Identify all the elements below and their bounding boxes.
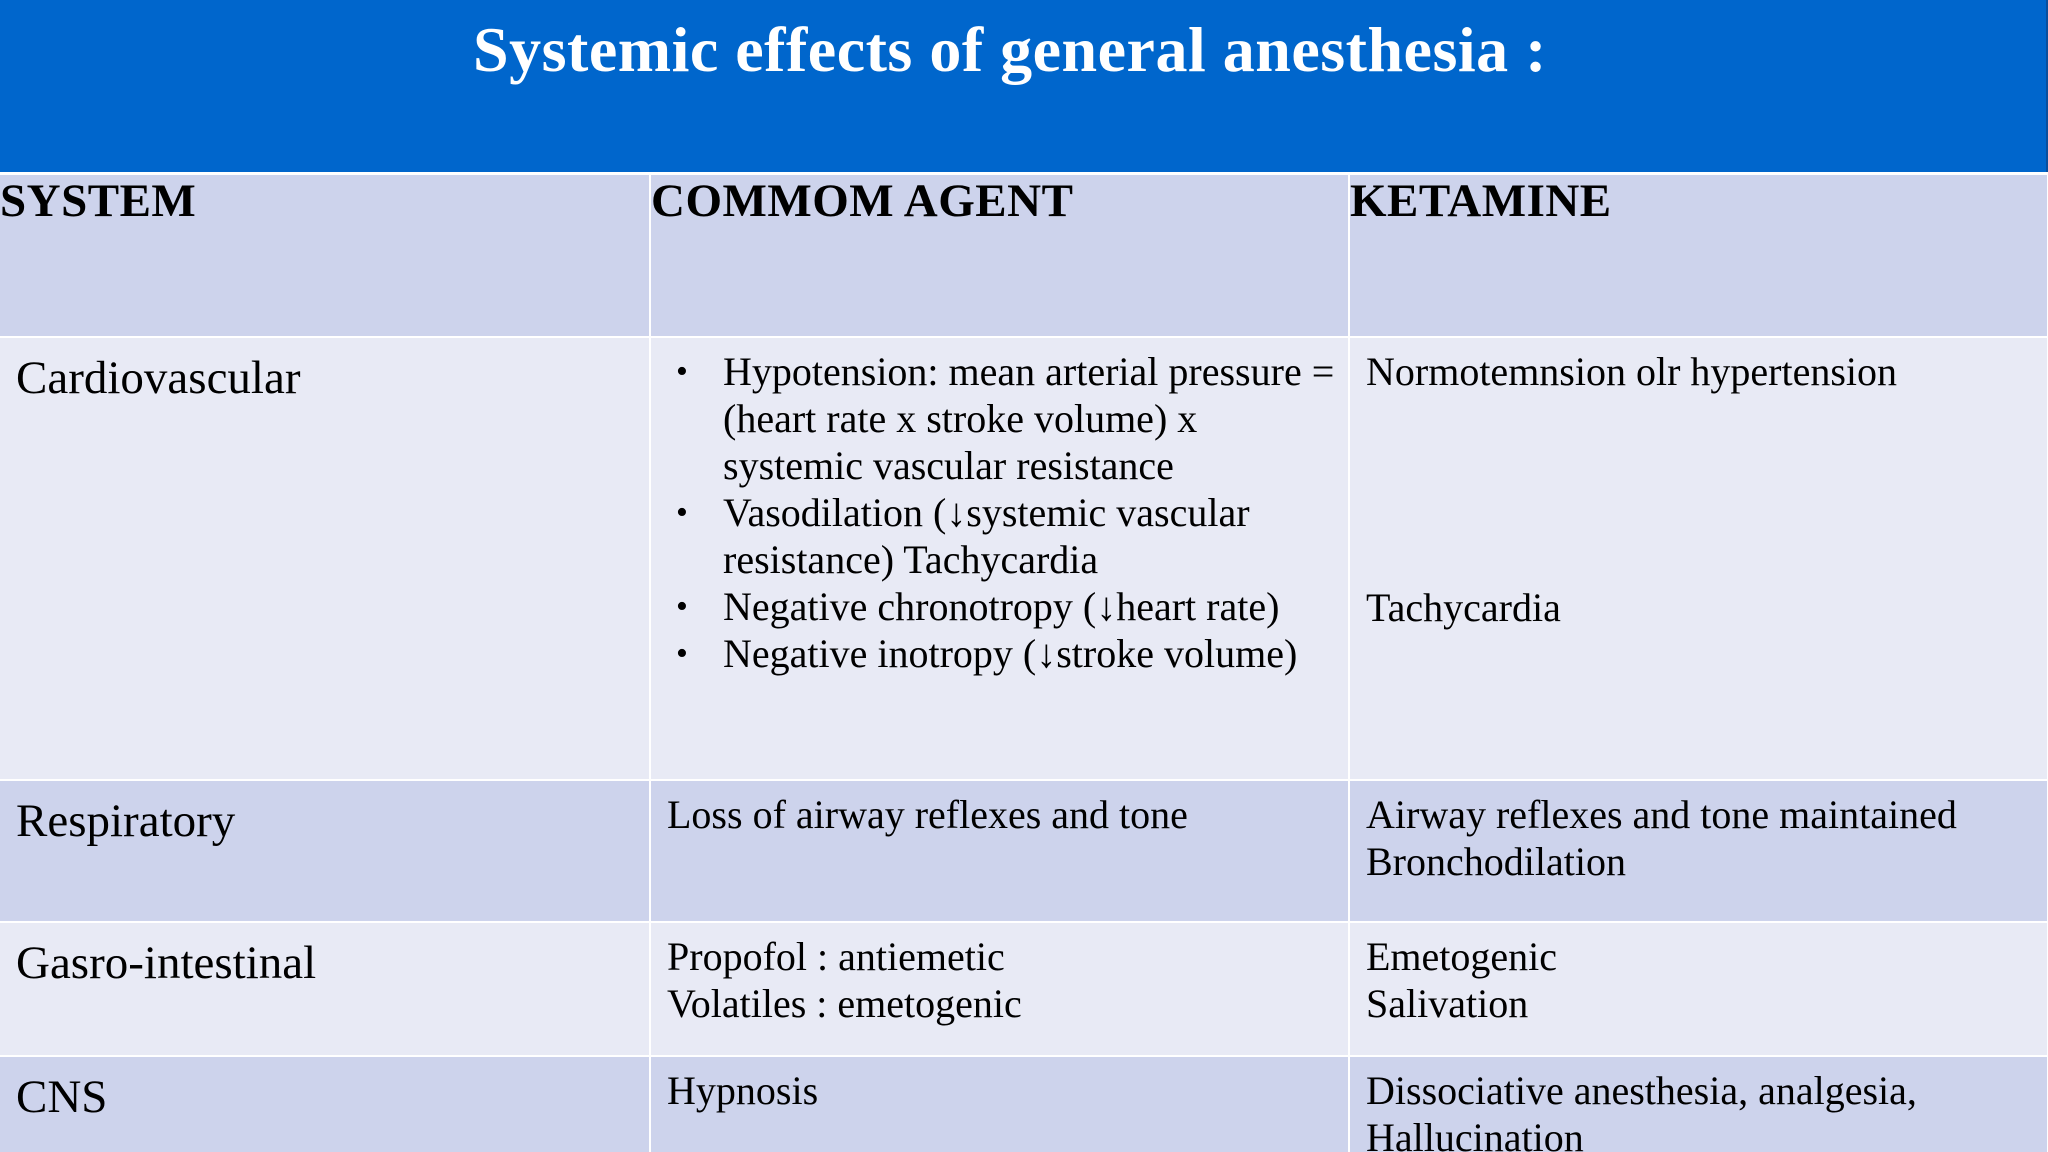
slide-title: Systemic effects of general anesthesia :	[473, 14, 1547, 85]
table-row-respiratory	[0, 780, 2048, 922]
title-bar	[0, 0, 2048, 172]
header-ketamine: KETAMINE	[1349, 175, 2048, 337]
header-system: SYSTEM	[0, 175, 650, 337]
cell-common-cardiovascular	[650, 337, 1349, 780]
system-name: Cardiovascular	[16, 352, 301, 404]
ketamine-text: Dissociative anesthesia, analgesia,	[1366, 1068, 1917, 1113]
cell-system-respiratory	[0, 780, 650, 922]
table-row-gastrointestinal	[0, 922, 2048, 1056]
cell-common-gastrointestinal	[650, 922, 1349, 1056]
cell-common-cns	[650, 1056, 1349, 1152]
cell-ketamine-respiratory	[1349, 780, 2048, 922]
cell-system-cns	[0, 1056, 650, 1152]
cell-ketamine-cns	[1349, 1056, 2048, 1152]
common-agent-text: Propofol : antiemetic	[667, 934, 1005, 979]
table-row-cardiovascular	[0, 337, 2048, 780]
bullet-item: • Hypotension: mean arterial pressure = (heart rate x stroke volume) x systemic vascular resistance	[651, 348, 1340, 489]
cell-ketamine-gastrointestinal	[1349, 922, 2048, 1056]
ketamine-text: Tachycardia	[1366, 585, 1561, 630]
table-header-row	[0, 175, 2048, 337]
bullet-icon: •	[676, 635, 688, 672]
ketamine-text: Emetogenic	[1366, 934, 1558, 979]
ketamine-text: Normotemnsion olr hypertension	[1366, 349, 1898, 394]
system-name: Respiratory	[16, 795, 236, 847]
bullet-item: • Vasodilation (↓systemic vascular resistance) Tachycardia	[651, 489, 1340, 583]
bullet-icon: •	[676, 588, 688, 625]
cell-system-cardiovascular	[0, 337, 650, 780]
table-row-cns	[0, 1056, 2048, 1152]
bullet-icon: •	[676, 353, 688, 390]
system-name: Gasro-intestinal	[16, 937, 317, 989]
cell-ketamine-cardiovascular	[1349, 337, 2048, 780]
bullet-item: • Negative chronotropy (↓heart rate)	[651, 583, 1340, 630]
ketamine-text: Bronchodilation	[1366, 839, 1626, 884]
cell-common-respiratory	[650, 780, 1349, 922]
ketamine-text: Salivation	[1366, 981, 1529, 1026]
common-agent-text: Loss of airway reflexes and tone	[667, 792, 1188, 837]
bullet-item: • Negative inotropy (↓stroke volume)	[651, 630, 1340, 677]
cell-system-gastrointestinal	[0, 922, 650, 1056]
header-common-agent: COMMOM AGENT	[650, 175, 1349, 337]
common-agent-text: Hypnosis	[667, 1068, 819, 1113]
bullet-icon: •	[676, 494, 688, 531]
effects-table	[0, 175, 2048, 1152]
common-agent-bullet-list	[651, 338, 1348, 677]
ketamine-text: Hallucination	[1366, 1115, 1584, 1152]
common-agent-text: Volatiles : emetogenic	[667, 981, 1022, 1026]
system-name: CNS	[16, 1071, 108, 1123]
ketamine-text: Airway reflexes and tone maintained	[1366, 792, 1957, 837]
